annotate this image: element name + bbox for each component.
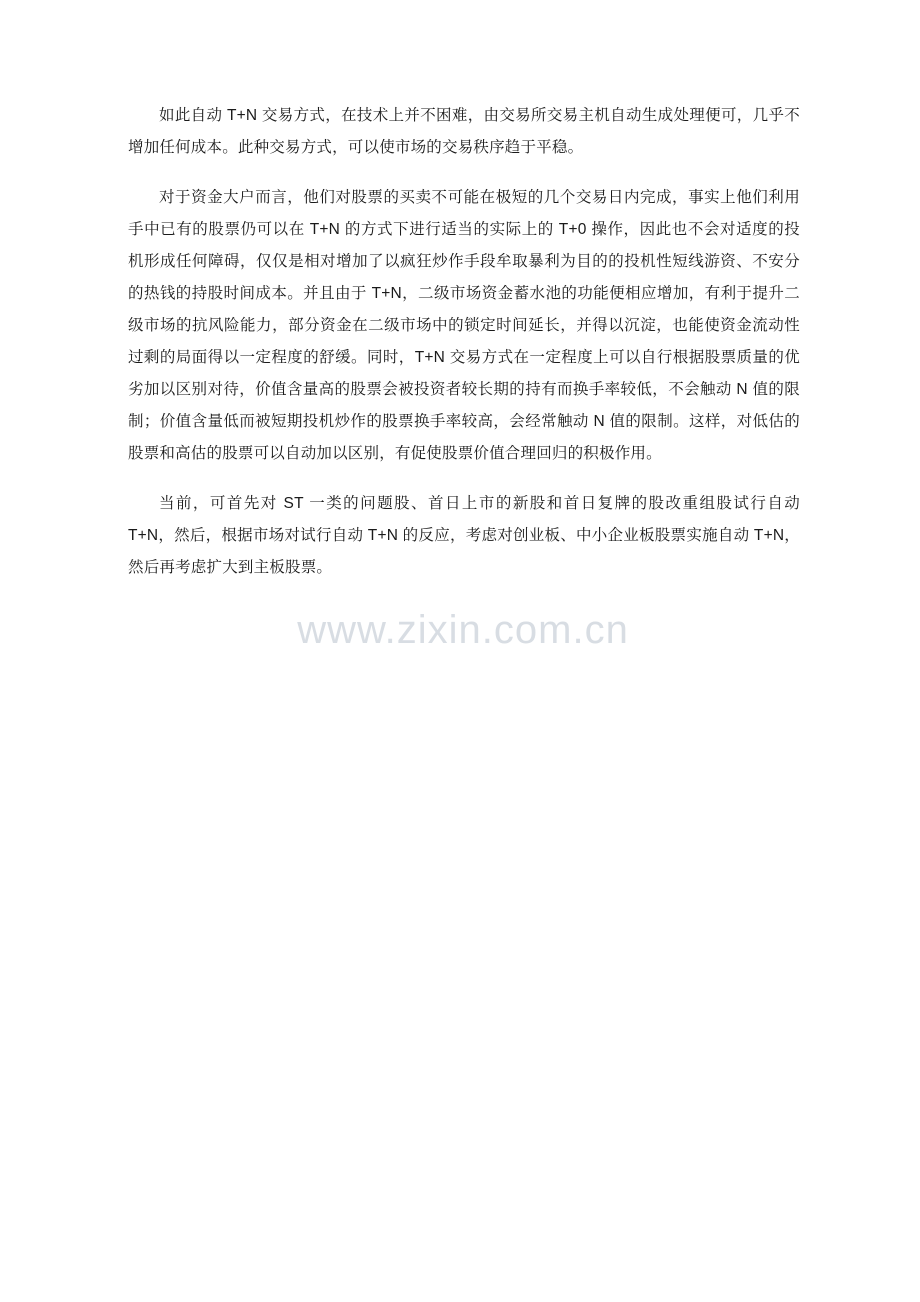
watermark-text: www.zixin.com.cn — [297, 608, 629, 652]
paragraph-3: 当前，可首先对 ST 一类的问题股、首日上市的新股和首日复牌的股改重组股试行自动 T+N，然后，根据市场对试行自动 T+N 的反应，考虑对创业板、中小企业板股票实施自动 T+N，然后再考虑扩大到主板股票。 — [128, 495, 800, 576]
document-body — [128, 100, 800, 602]
paragraph-2: 对于资金大户而言，他们对股票的买卖不可能在极短的几个交易日内完成，事实上他们利用手中已有的股票仍可以在 T+N 的方式下进行适当的实际上的 T+0 操作，因此也不会对适度的投机形成任何障碍，仅仅是相对增加了以疯狂炒作手段牟取暴利为目的的投机性短线游资、不安分的热钱的持股时间成本。并且由于 T+N，二级市场资金蓄水池的功能便相应增加，有利于提升二级市场的抗风险能力，部分资金在二级市场中的锁定时间延长，并得以沉淀，也能使资金流动性过剩的局面得以一定程度的舒缓。同时，T+N 交易方式在一定程度上可以自行根据股票质量的优劣加以区别对待，价值含量高的股票会被投资者较长期的持有而换手率较低，不会触动 N 值的限制；价值含量低而被短期投机炒作的股票换手率较高，会经常触动 N 值的限制。这样，对低估的股票和高估的股票可以自动加以区别，有促使股票价值合理回归的积极作用。 — [128, 189, 800, 462]
paragraph-1: 如此自动 T+N 交易方式，在技术上并不困难，由交易所交易主机自动生成处理便可，几乎不增加任何成本。此种交易方式，可以使市场的交易秩序趋于平稳。 — [128, 107, 800, 156]
